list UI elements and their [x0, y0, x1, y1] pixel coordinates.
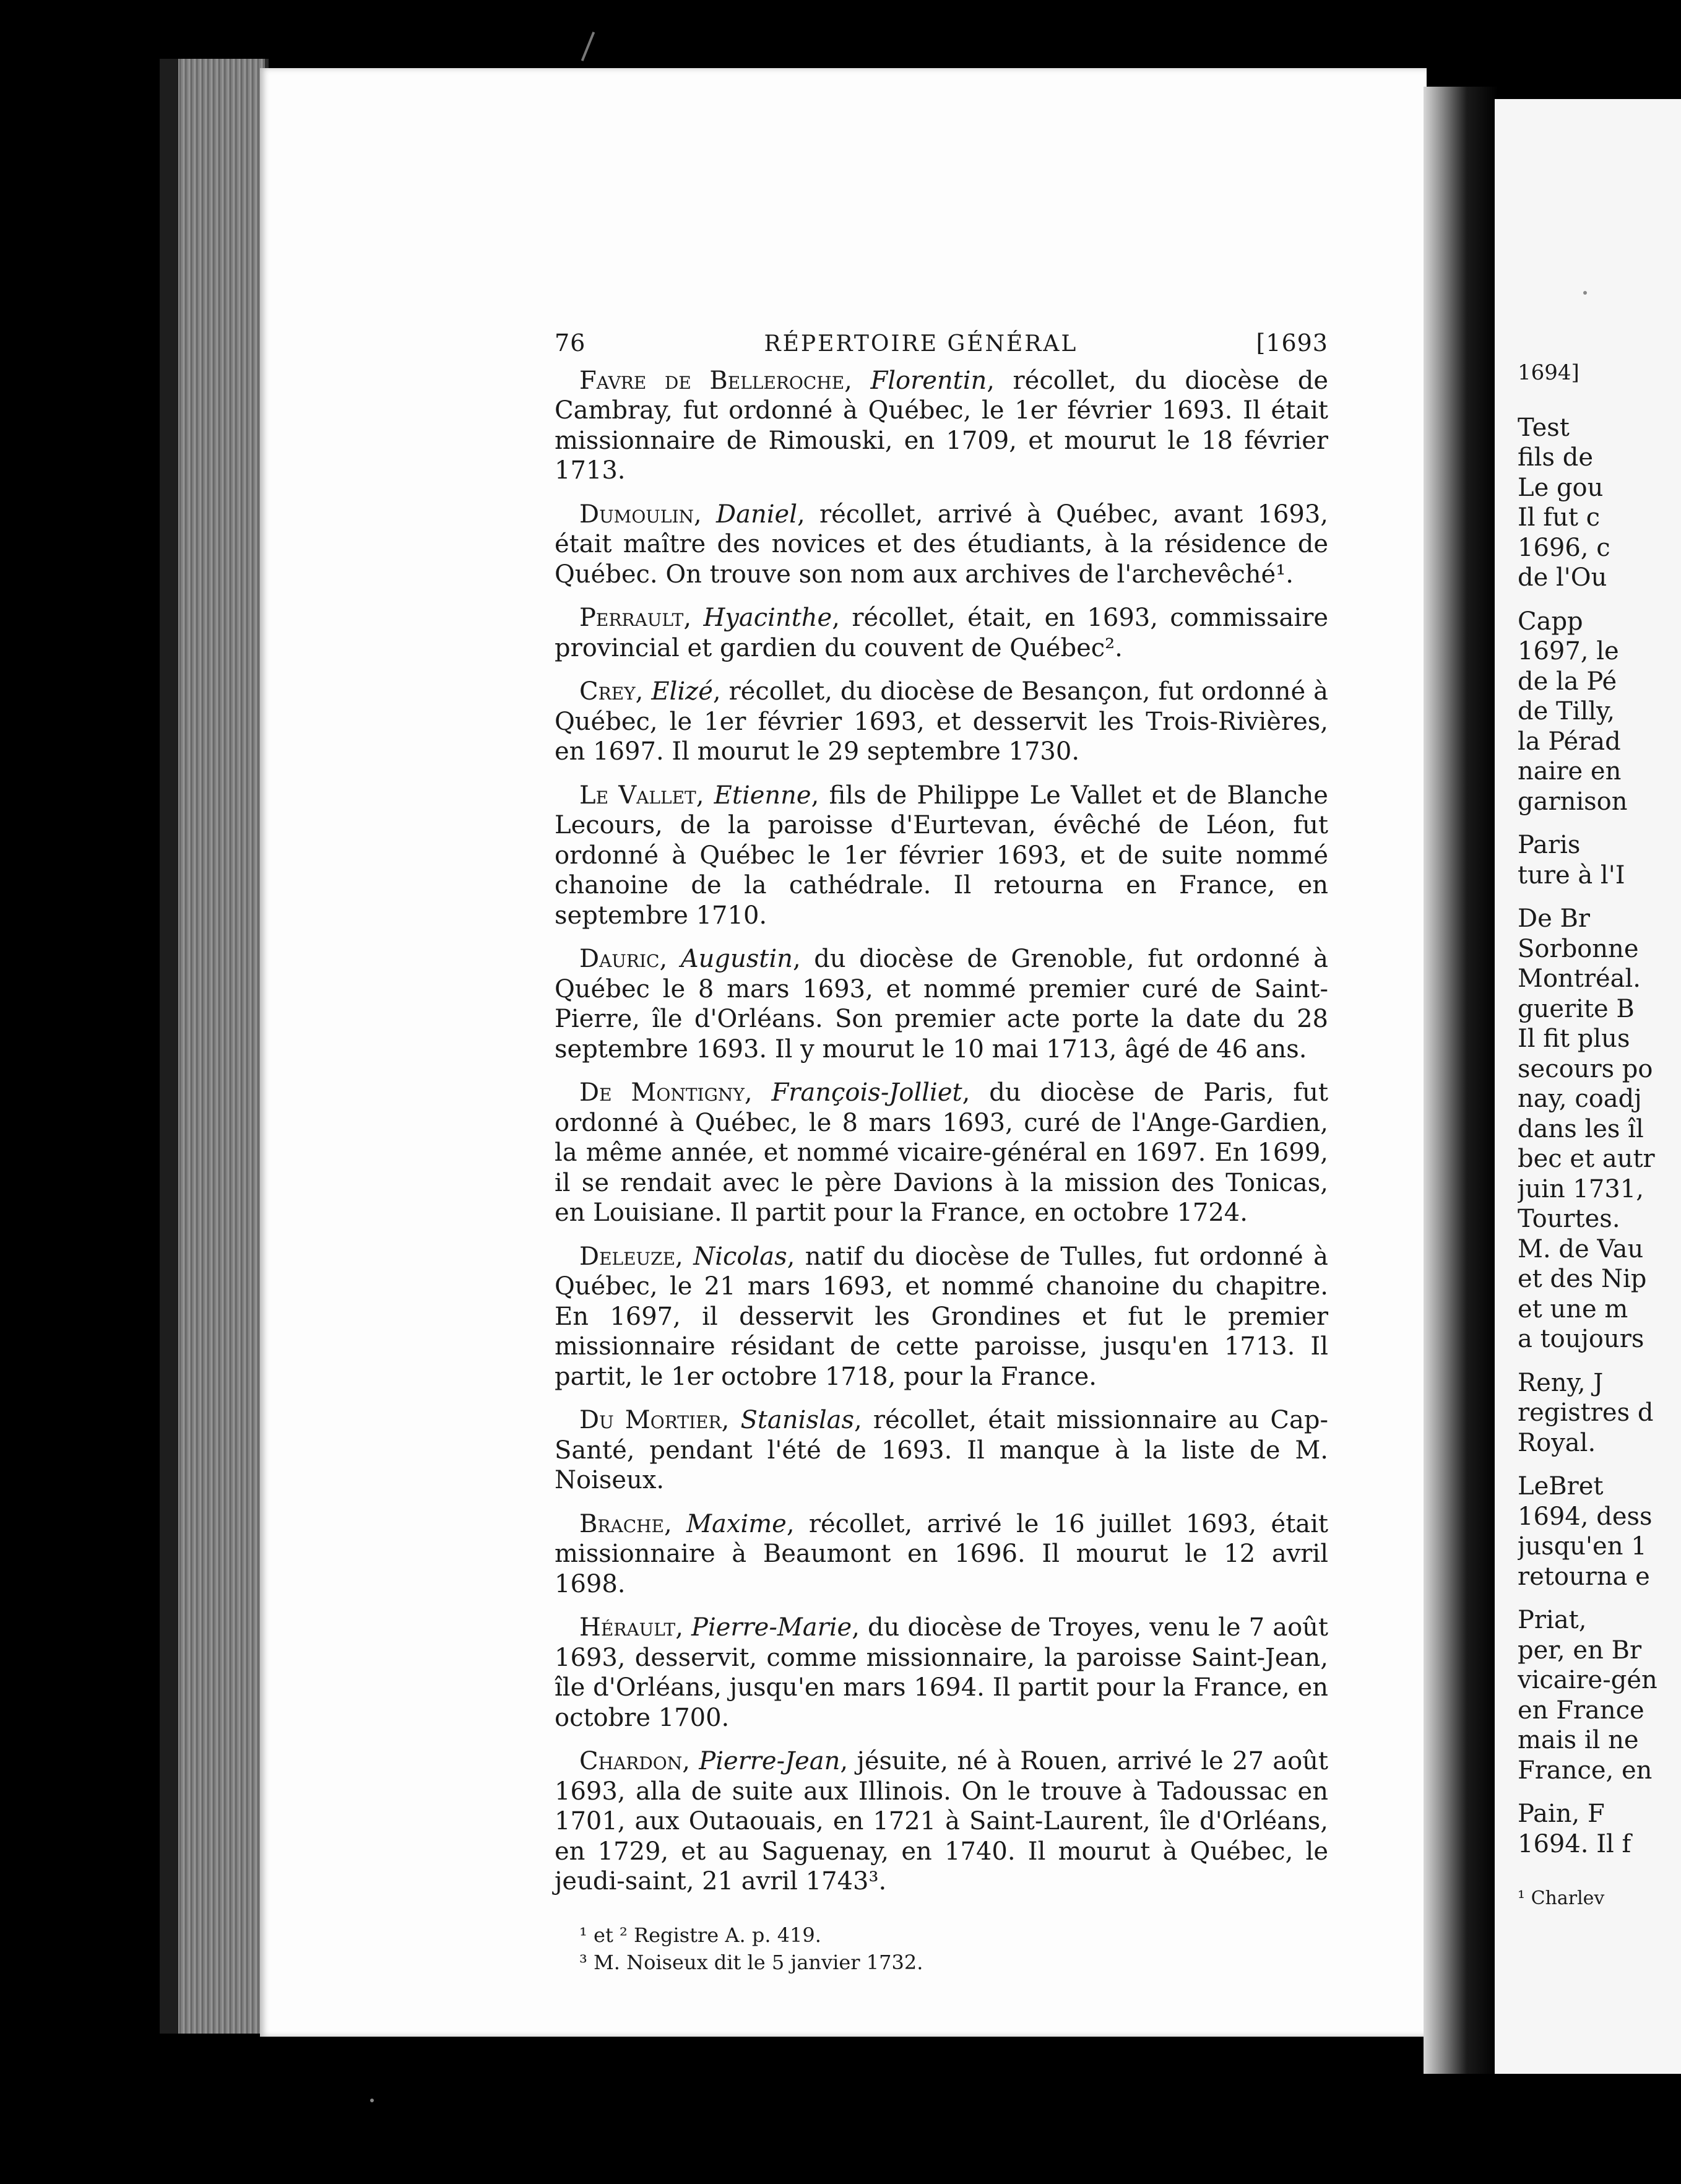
entry-text: , du diocèse de Paris, fut ordonné à Québec, le 8 mars 1693, curé de l'Ange-Gardien, la même année, et nommé vicaire-général en 1697. En 1699, il se rendait avec le père Davions à la mission des Tonicas, en Louisiane. Il partit pour la France, en octobre 1724.	[555, 1078, 1328, 1227]
right-page-gap	[1518, 890, 1681, 904]
entry-text: , récollet, arrivé à Québec, avant 1693, était maître des novices et des étudiants, à la résidence de Québec. On trouve son nom aux archives de l'archevêché¹.	[555, 500, 1328, 589]
entry: Perrault, Hyacinthe, récollet, était, en 1693, commissaire provincial et gardien du couvent de Québec².	[555, 604, 1328, 662]
right-page-line: et des Nip	[1518, 1265, 1647, 1293]
entry: Le Vallet, Etienne, fils de Philippe Le Vallet et de Blanche Lecours, de la paroisse d'Eurtevan, évêché de Léon, fut ordonné à Québec le 1er février 1693, et de suite nommé chanoine de la cathédrale. Il retourna en France, en septembre 1710.	[555, 781, 1328, 930]
right-page-line: juin 1731,	[1518, 1174, 1644, 1203]
footnote: ¹ et ² Registre A. p. 419.	[579, 1923, 821, 1947]
right-page-line: 1694, dess	[1518, 1502, 1653, 1531]
entry-name: Chardon	[579, 1747, 683, 1775]
right-page-line: guerite B	[1518, 994, 1635, 1023]
footnotes	[555, 1922, 1328, 1976]
entry-text: , récollet, du diocèse de Besançon, fut ordonné à Québec, le 1er février 1693, et desservit les Trois-Rivières, en 1697. Il mourut le 29 septembre 1730.	[555, 677, 1328, 766]
right-page-line: 1696, c	[1518, 533, 1610, 562]
entry: Dauric, Augustin, du diocèse de Grenoble, fut ordonné à Québec le 8 mars 1693, et nommé premier curé de Saint-Pierre, île d'Orléans. Son premier acte porte la date du 28 septembre 1693. Il y mourut le 10 mai 1713, âgé de 46 ans.	[555, 945, 1328, 1064]
scan-speck	[370, 2099, 374, 2102]
entry-given-name: Maxime	[686, 1509, 787, 1538]
right-page-line: nay, coadj	[1518, 1085, 1642, 1113]
right-page-line: Test	[1518, 413, 1570, 442]
entry-text: , récollet, était missionnaire au Cap-Santé, pendant l'été de 1693. Il manque à la liste de M. Noiseux.	[555, 1406, 1328, 1494]
entry-name: Brache	[579, 1509, 664, 1538]
right-page-line: et une m	[1518, 1294, 1628, 1324]
right-page-line: ture à l'I	[1518, 860, 1625, 890]
entry: Favre de Belleroche, Florentin, récollet, du diocèse de Cambray, fut ordonné à Québec, le 1er février 1693. Il était missionnaire de Rimouski, en 1709, et mourut le 18 février 1713.	[555, 366, 1329, 485]
running-title: RÉPERTOIRE GÉNÉRAL	[764, 331, 1078, 357]
scan-speck	[1583, 291, 1587, 295]
right-page-gap	[1518, 593, 1681, 607]
right-page-line: retourna e	[1518, 1562, 1650, 1591]
right-page-line: naire en	[1518, 757, 1622, 786]
page-content	[555, 328, 1328, 1976]
right-page-line: garnison	[1518, 787, 1628, 816]
entry-name: Du Mortier	[579, 1406, 722, 1434]
right-page-line: Le gou	[1518, 473, 1604, 502]
entry: Brache, Maxime, récollet, arrivé le 16 juillet 1693, était missionnaire à Beaumont en 1696. Il mourut le 12 avril 1698.	[555, 1509, 1328, 1598]
right-page-gap	[1518, 1592, 1681, 1605]
year-mark: [1693	[1256, 329, 1328, 357]
entry: Du Mortier, Stanislas, récollet, était missionnaire au Cap-Santé, pendant l'été de 1693. Il manque à la liste de M. Noiseux.	[555, 1406, 1328, 1494]
right-page-line: De Br	[1518, 904, 1590, 933]
entry: Dumoulin, Daniel, récollet, arrivé à Québec, avant 1693, était maître des novices et des étudiants, à la résidence de Québec. On trouve son nom aux archives de l'archevêché¹.	[555, 500, 1328, 589]
right-page-line: Montréal.	[1518, 964, 1641, 993]
right-page-line: Royal.	[1518, 1428, 1596, 1457]
entry-text: , jésuite, né à Rouen, arrivé le 27 août 1693, alla de suite aux Illinois. On le trouve à Tadoussac en 1701, aux Outaouais, en 1721 à Saint-Laurent, île d'Orléans, en 1729, et au Saguenay, en 1740. Il mourut à Québec, le jeudi-saint, 21 avril 1743³.	[555, 1747, 1328, 1896]
page-number: 76	[555, 329, 586, 357]
entry-text: , récollet, était, en 1693, commissaire provincial et gardien du couvent de Québec².	[555, 604, 1328, 662]
right-page-gap	[1518, 817, 1681, 830]
scan-mark	[581, 32, 595, 61]
right-page-gap	[1518, 1785, 1681, 1799]
entry: De Montigny, François-Jolliet, du diocèse de Paris, fut ordonné à Québec, le 8 mars 1693, curé de l'Ange-Gardien, la même année, et nommé vicaire-général en 1697. En 1699, il se rendait avec le père Davions à la mission des Tonicas, en Louisiane. Il partit pour la France, en octobre 1724.	[555, 1078, 1328, 1227]
entry: Crey, Elizé, récollet, du diocèse de Besançon, fut ordonné à Québec, le 1er février 1693, et desservit les Trois-Rivières, en 1697. Il mourut le 29 septembre 1730.	[555, 677, 1328, 766]
right-page-content	[1518, 358, 1681, 1914]
entry-text: , récollet, du diocèse de Cambray, fut ordonné à Québec, le 1er février 1693. Il était missionnaire de Rimouski, en 1709, et mourut le 18 février 1713.	[555, 366, 1329, 485]
right-footnote: ¹ Charlev	[1518, 1887, 1605, 1909]
right-page-line: 1694. Il f	[1518, 1829, 1631, 1858]
entry-text: , natif du diocèse de Tulles, fut ordonné à Québec, le 21 mars 1693, et nommé chanoine du chapitre. En 1697, il desservit les Grondines et fut le premier missionnaire résidant de cette paroisse, jusqu'en 1713. Il partit, le 1er octobre 1718, pour la France.	[555, 1242, 1328, 1391]
right-page-lines	[1518, 413, 1681, 1860]
right-page-line: a toujours	[1518, 1325, 1644, 1353]
right-page-line: de l'Ou	[1518, 563, 1607, 592]
entries-list	[555, 366, 1328, 1897]
right-page-gap	[1518, 1458, 1681, 1471]
entry-name: De Montigny	[579, 1078, 745, 1107]
right-page-line: M. de Vau	[1518, 1234, 1644, 1263]
right-page-line: Tourtes.	[1518, 1205, 1620, 1233]
right-page-line: de la Pé	[1518, 667, 1617, 696]
entry-text: , du diocèse de Grenoble, fut ordonné à Québec le 8 mars 1693, et nommé premier curé de Saint-Pierre, île d'Orléans. Son premier acte porte la date du 28 septembre 1693. Il y mourut le 10 mai 1713, âgé de 46 ans.	[555, 945, 1328, 1064]
right-page-line: Sorbonne	[1518, 934, 1639, 963]
right-page-line: dans les îl	[1518, 1114, 1644, 1143]
entry-given-name: Nicolas	[693, 1242, 787, 1271]
right-page-line: LeBret	[1518, 1472, 1604, 1501]
entry-given-name: Pierre-Marie	[691, 1613, 852, 1642]
entry-name: Crey	[579, 677, 636, 706]
right-page-line: Paris	[1518, 831, 1581, 859]
entry: Deleuze, Nicolas, natif du diocèse de Tulles, fut ordonné à Québec, le 21 mars 1693, et nommé chanoine du chapitre. En 1697, il desservit les Grondines et fut le premier missionnaire résidant de cette paroisse, jusqu'en 1713. Il partit, le 1er octobre 1718, pour la France.	[555, 1242, 1328, 1391]
right-running-head: 1694]	[1518, 360, 1579, 385]
entry-given-name: Elizé	[651, 677, 713, 706]
entry-given-name: Stanislas	[740, 1406, 855, 1434]
book-gutter	[1424, 87, 1498, 2074]
entry-name: Dumoulin	[579, 500, 694, 529]
right-page-line: registres d	[1518, 1398, 1654, 1427]
right-page-line: Pain, F	[1518, 1800, 1605, 1828]
right-page-line: secours po	[1518, 1054, 1653, 1083]
entry-name: Dauric	[579, 945, 660, 973]
right-page-line: bec et autr	[1518, 1145, 1655, 1173]
entry-given-name: Daniel	[716, 500, 797, 529]
entry: Chardon, Pierre-Jean, jésuite, né à Rouen, arrivé le 27 août 1693, alla de suite aux Illinois. On le trouve à Tadoussac en 1701, aux Outaouais, en 1721 à Saint-Laurent, île d'Orléans, en 1729, et au Saguenay, en 1740. Il mourut à Québec, le jeudi-saint, 21 avril 1743³.	[555, 1747, 1328, 1896]
right-page-line: mais il ne	[1518, 1726, 1639, 1754]
right-page-line: Il fit plus	[1518, 1025, 1630, 1053]
right-page-gap	[1518, 1354, 1681, 1368]
entry: Hérault, Pierre-Marie, du diocèse de Troyes, venu le 7 août 1693, desservit, comme missionnaire, la paroisse Saint-Jean, île d'Orléans, jusqu'en mars 1694. Il partit pour la France, en octobre 1700.	[555, 1613, 1328, 1732]
right-page-line: jusqu'en 1	[1518, 1532, 1647, 1561]
footnote: ³ M. Noiseux dit le 5 janvier 1732.	[579, 1950, 923, 1974]
book-cover-edge	[160, 59, 178, 2034]
entry-given-name: Florentin	[870, 366, 987, 395]
right-page-line: Il fut c	[1518, 503, 1601, 532]
entry-given-name: François-Jolliet	[771, 1078, 962, 1107]
right-page-line: Capp	[1518, 607, 1583, 636]
right-page-line: vicaire-gén	[1518, 1666, 1657, 1694]
right-page-line: 1697, le	[1518, 637, 1619, 665]
entry-given-name: Pierre-Jean	[699, 1747, 840, 1775]
entry-given-name: Etienne	[714, 781, 811, 810]
entry-name: Hérault	[579, 1613, 676, 1642]
right-page-line: per, en Br	[1518, 1636, 1642, 1665]
entry-name: Deleuze	[579, 1242, 676, 1271]
right-page-line: la Pérad	[1518, 727, 1621, 756]
right-page-line: fils de	[1518, 443, 1593, 472]
entry-text: , du diocèse de Troyes, venu le 7 août 1693, desservit, comme missionnaire, la paroisse Saint-Jean, île d'Orléans, jusqu'en mars 1694. Il partit pour la France, en octobre 1700.	[555, 1613, 1328, 1732]
right-page-line: France, en	[1518, 1756, 1653, 1785]
entry-text: , fils de Philippe Le Vallet et de Blanche Lecours, de la paroisse d'Eurtevan, évêché de Léon, fut ordonné à Québec le 1er février 1693, et de suite nommé chanoine de la cathédrale. Il retourna en France, en septembre 1710.	[555, 781, 1328, 930]
entry-given-name: Hyacinthe	[703, 604, 832, 632]
running-head	[555, 328, 1328, 360]
right-page-line: de Tilly,	[1518, 697, 1615, 726]
entry-text: , récollet, arrivé le 16 juillet 1693, était missionnaire à Beaumont en 1696. Il mourut le 12 avril 1698.	[555, 1509, 1328, 1598]
right-page-line: en France	[1518, 1696, 1644, 1725]
entry-name: Perrault	[579, 604, 684, 632]
right-page-line: Reny, J	[1518, 1368, 1604, 1397]
entry-name: Favre de Belleroche	[579, 366, 845, 395]
entry-name: Le Vallet	[579, 781, 696, 810]
entry-given-name: Augustin	[680, 945, 793, 973]
right-page-line: Priat,	[1518, 1606, 1587, 1634]
